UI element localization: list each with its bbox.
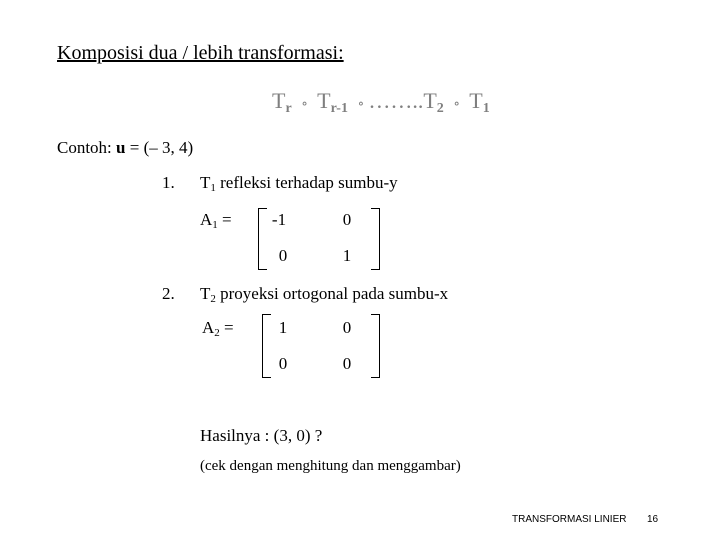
item-text-part: T: [200, 284, 211, 303]
formula-term: T: [317, 88, 331, 113]
note-text: (cek dengan menghitung dan menggambar): [200, 458, 461, 474]
matrix-label-part: =: [219, 318, 234, 337]
matrix-cell: 0: [342, 210, 352, 229]
compose-operator: ∘: [357, 97, 365, 112]
formula-subscript: 1: [482, 101, 490, 116]
matrix-cell: 1: [278, 318, 288, 337]
item-text-part: proyeksi ortogonal pada sumbu-x: [215, 284, 449, 303]
formula-subscript: 2: [436, 101, 444, 116]
example-vector: u: [116, 138, 126, 157]
matrix-cell: 1: [342, 246, 352, 265]
matrix-label-sub: 1: [212, 219, 218, 231]
compose-operator: ∘: [301, 97, 309, 112]
matrix-label-sub: 2: [214, 327, 220, 339]
item-text-sub: 2: [210, 293, 216, 305]
item-description: [200, 284, 448, 304]
example-prefix: Contoh:: [57, 138, 117, 157]
matrix-bracket-right: [371, 208, 380, 270]
formula-subscript: r: [285, 101, 292, 116]
matrix-cell: 0: [342, 318, 352, 337]
footer-label: TRANSFORMASI LINIER: [512, 514, 627, 525]
matrix-label-part: =: [217, 210, 232, 229]
formula-term: T: [469, 88, 483, 113]
matrix-label: [202, 318, 234, 338]
matrix-bracket-right: [371, 314, 380, 378]
example-value: = (– 3, 4): [125, 138, 194, 157]
matrix-cell: -1: [271, 210, 287, 229]
item-text-sub: 1: [210, 182, 216, 194]
formula-term: T: [423, 88, 437, 113]
item-description: [200, 173, 398, 193]
item-number: 2.: [162, 284, 175, 303]
item-text-part: T: [200, 173, 211, 192]
page-number: 16: [647, 514, 659, 525]
matrix-cell: 0: [278, 246, 288, 265]
formula-subscript: r-1: [330, 101, 348, 116]
composition-formula: [272, 88, 490, 114]
result-text: Hasilnya : (3, 0) ?: [200, 426, 323, 445]
slide-title: Komposisi dua / lebih transformasi:: [57, 42, 344, 64]
item-text-part: refleksi terhadap sumbu-y: [215, 173, 398, 192]
matrix-cell: 0: [278, 354, 288, 373]
matrix-cell: 0: [342, 354, 352, 373]
matrix-label: [200, 210, 232, 230]
matrix-label-part: A: [202, 318, 215, 337]
example-line: [57, 138, 193, 158]
formula-term: T: [272, 88, 286, 113]
formula-ellipsis: ……..: [368, 88, 424, 113]
compose-operator: ∘: [453, 97, 461, 112]
matrix-label-part: A: [200, 210, 213, 229]
item-number: 1.: [162, 173, 175, 192]
